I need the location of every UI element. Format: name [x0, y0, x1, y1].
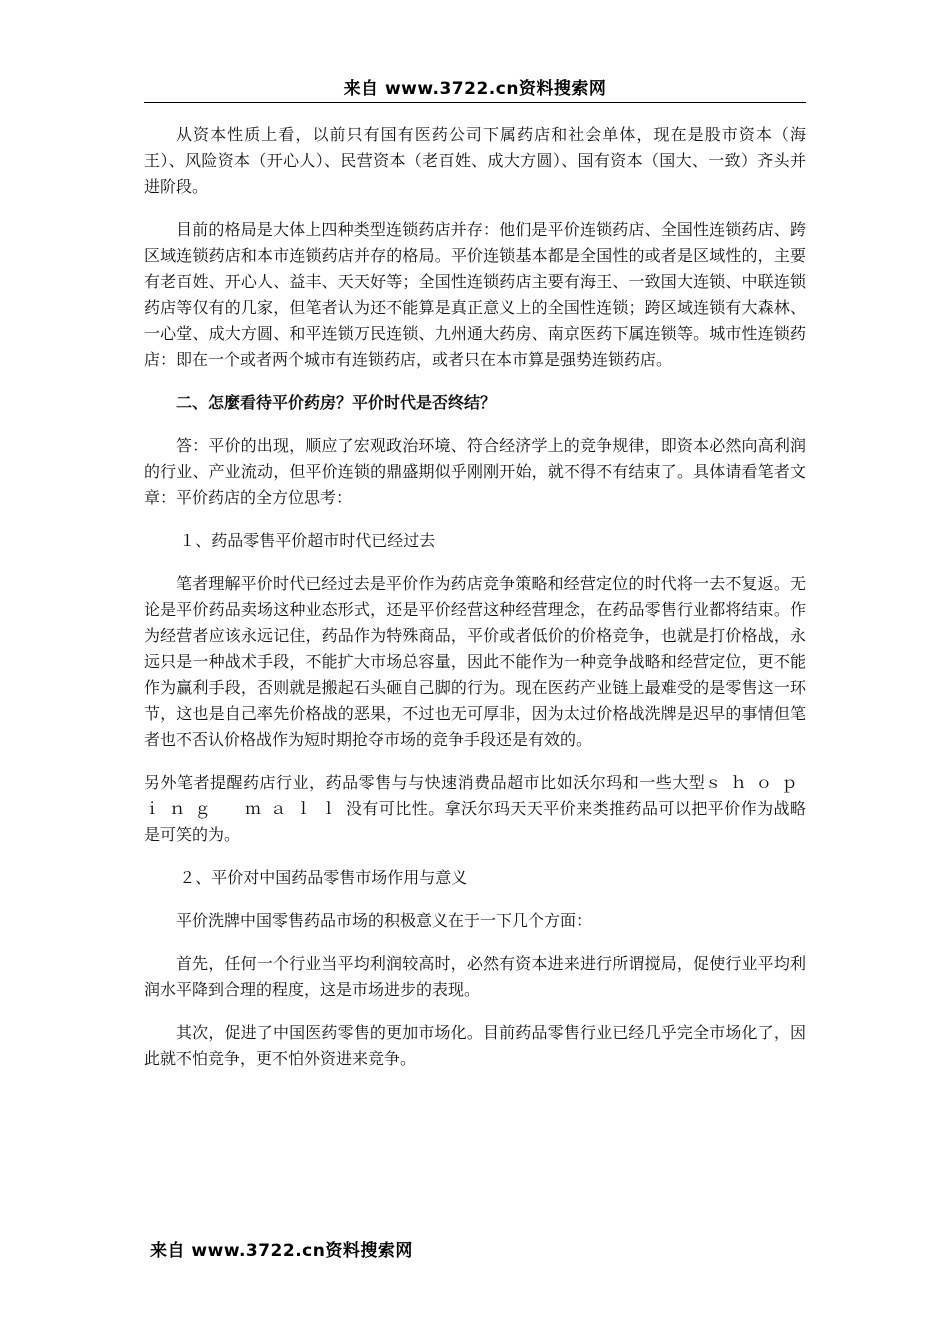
paragraph-reminder: [144, 770, 806, 848]
subheading-1: １、药品零售平价超市时代已经过去: [179, 531, 436, 550]
paragraph-era-over: 笔者理解平价时代已经过去是平价作为药店竞争策略和经营定位的时代将一去不复返。无论是平价药品卖场这种业态形式，还是平价经营这种经营理念，在药品零售行业都将结束。作为经营者应该永远记住，药品作为特殊商品，平价或者低价的价格竞争，也就是打价格战，永远只是一种战术手段，不能扩大市场总容量，因此不能作为一种竞争战略和经营定位，更不能作为赢利手段，否则就是搬起石头砸自己脚的行为。现在医药产业链上最难受的是零售这一环节，这也是自己率先价格战的恶果，不过也无可厚非，因为太过价格战洗牌是迟早的事情但笔者也不否认价格战作为短时期抢夺市场的竞争手段还是有效的。: [144, 574, 806, 749]
paragraph-current-landscape: 目前的格局是大体上四种类型连锁药店并存：他们是平价连锁药店、全国性连锁药店、跨区域连锁药店和本市连锁药店并存的格局。平价连锁基本都是全国性的或者是区域性的，主要有老百姓、开心人、益丰、天天好等；全国性连锁药店主要有海王、一致国大连锁、中联连锁药店等仅有的几家，但笔者认为还不能算是真正意义上的全国性连锁；跨区域连锁有大森林、一心堂、成大方圆、和平连锁万民连锁、九州通大药房、南京医药下属连锁等。城市性连锁药店：即在一个或者两个城市有连锁药店，或者只在本市算是强势连锁药店。: [144, 220, 806, 369]
paragraph-answer: 答：平价的出现，顺应了宏观政治环境、符合经济学上的竞争规律，即资本必然向高利润的行业、产业流动，但平价连锁的鼎盛期似乎刚刚开始，就不得不有结束了。具体请看笔者文章：平价药店的全方位思考：: [144, 436, 806, 507]
paragraph-second: 其次，促进了中国医药零售的更加市场化。目前药品零售行业已经几乎完全市场化了，因此就不怕竞争，更不怕外资进来竞争。: [144, 1023, 806, 1068]
paragraph-significance-intro: 平价洗牌中国零售药品市场的积极意义在于一下几个方面：: [176, 911, 593, 930]
page-footer: 来自 www.3722.cn资料搜索网: [150, 1241, 413, 1261]
document-body: [144, 122, 806, 1089]
section-heading-2: 二、怎麼看待平价药房？平价时代是否终结？: [176, 393, 497, 412]
paragraph-first: 首先，任何一个行业当平均利润较高时，必然有资本进来进行所谓搅局，促使行业平均利润水平降到合理的程度，这是市场进步的表现。: [144, 954, 806, 999]
reminder-shopping-mall: ｓｈｏｐｉｎｇ ｍａｌｌ: [144, 773, 806, 818]
reminder-text-start: 另外笔者提醒药店行业，药品零售与与快速消费品超市比如沃尔玛和一些大型: [144, 773, 706, 792]
reminder-text-end: 没有可比性。拿沃尔玛天天平价来类推药品可以把平价作为战略是可笑的为。: [144, 799, 806, 844]
header-divider: [144, 102, 806, 103]
page-header: 来自 www.3722.cn资料搜索网: [343, 79, 607, 99]
subheading-2: ２、平价对中国药品零售市场作用与意义: [179, 868, 468, 887]
paragraph-capital-nature: 从资本性质上看，以前只有国有医药公司下属药店和社会单体，现在是股市资本（海王）、风险资本（开心人）、民营资本（老百姓、成大方圆）、国有资本（国大、一致）齐头并进阶段。: [144, 125, 806, 196]
